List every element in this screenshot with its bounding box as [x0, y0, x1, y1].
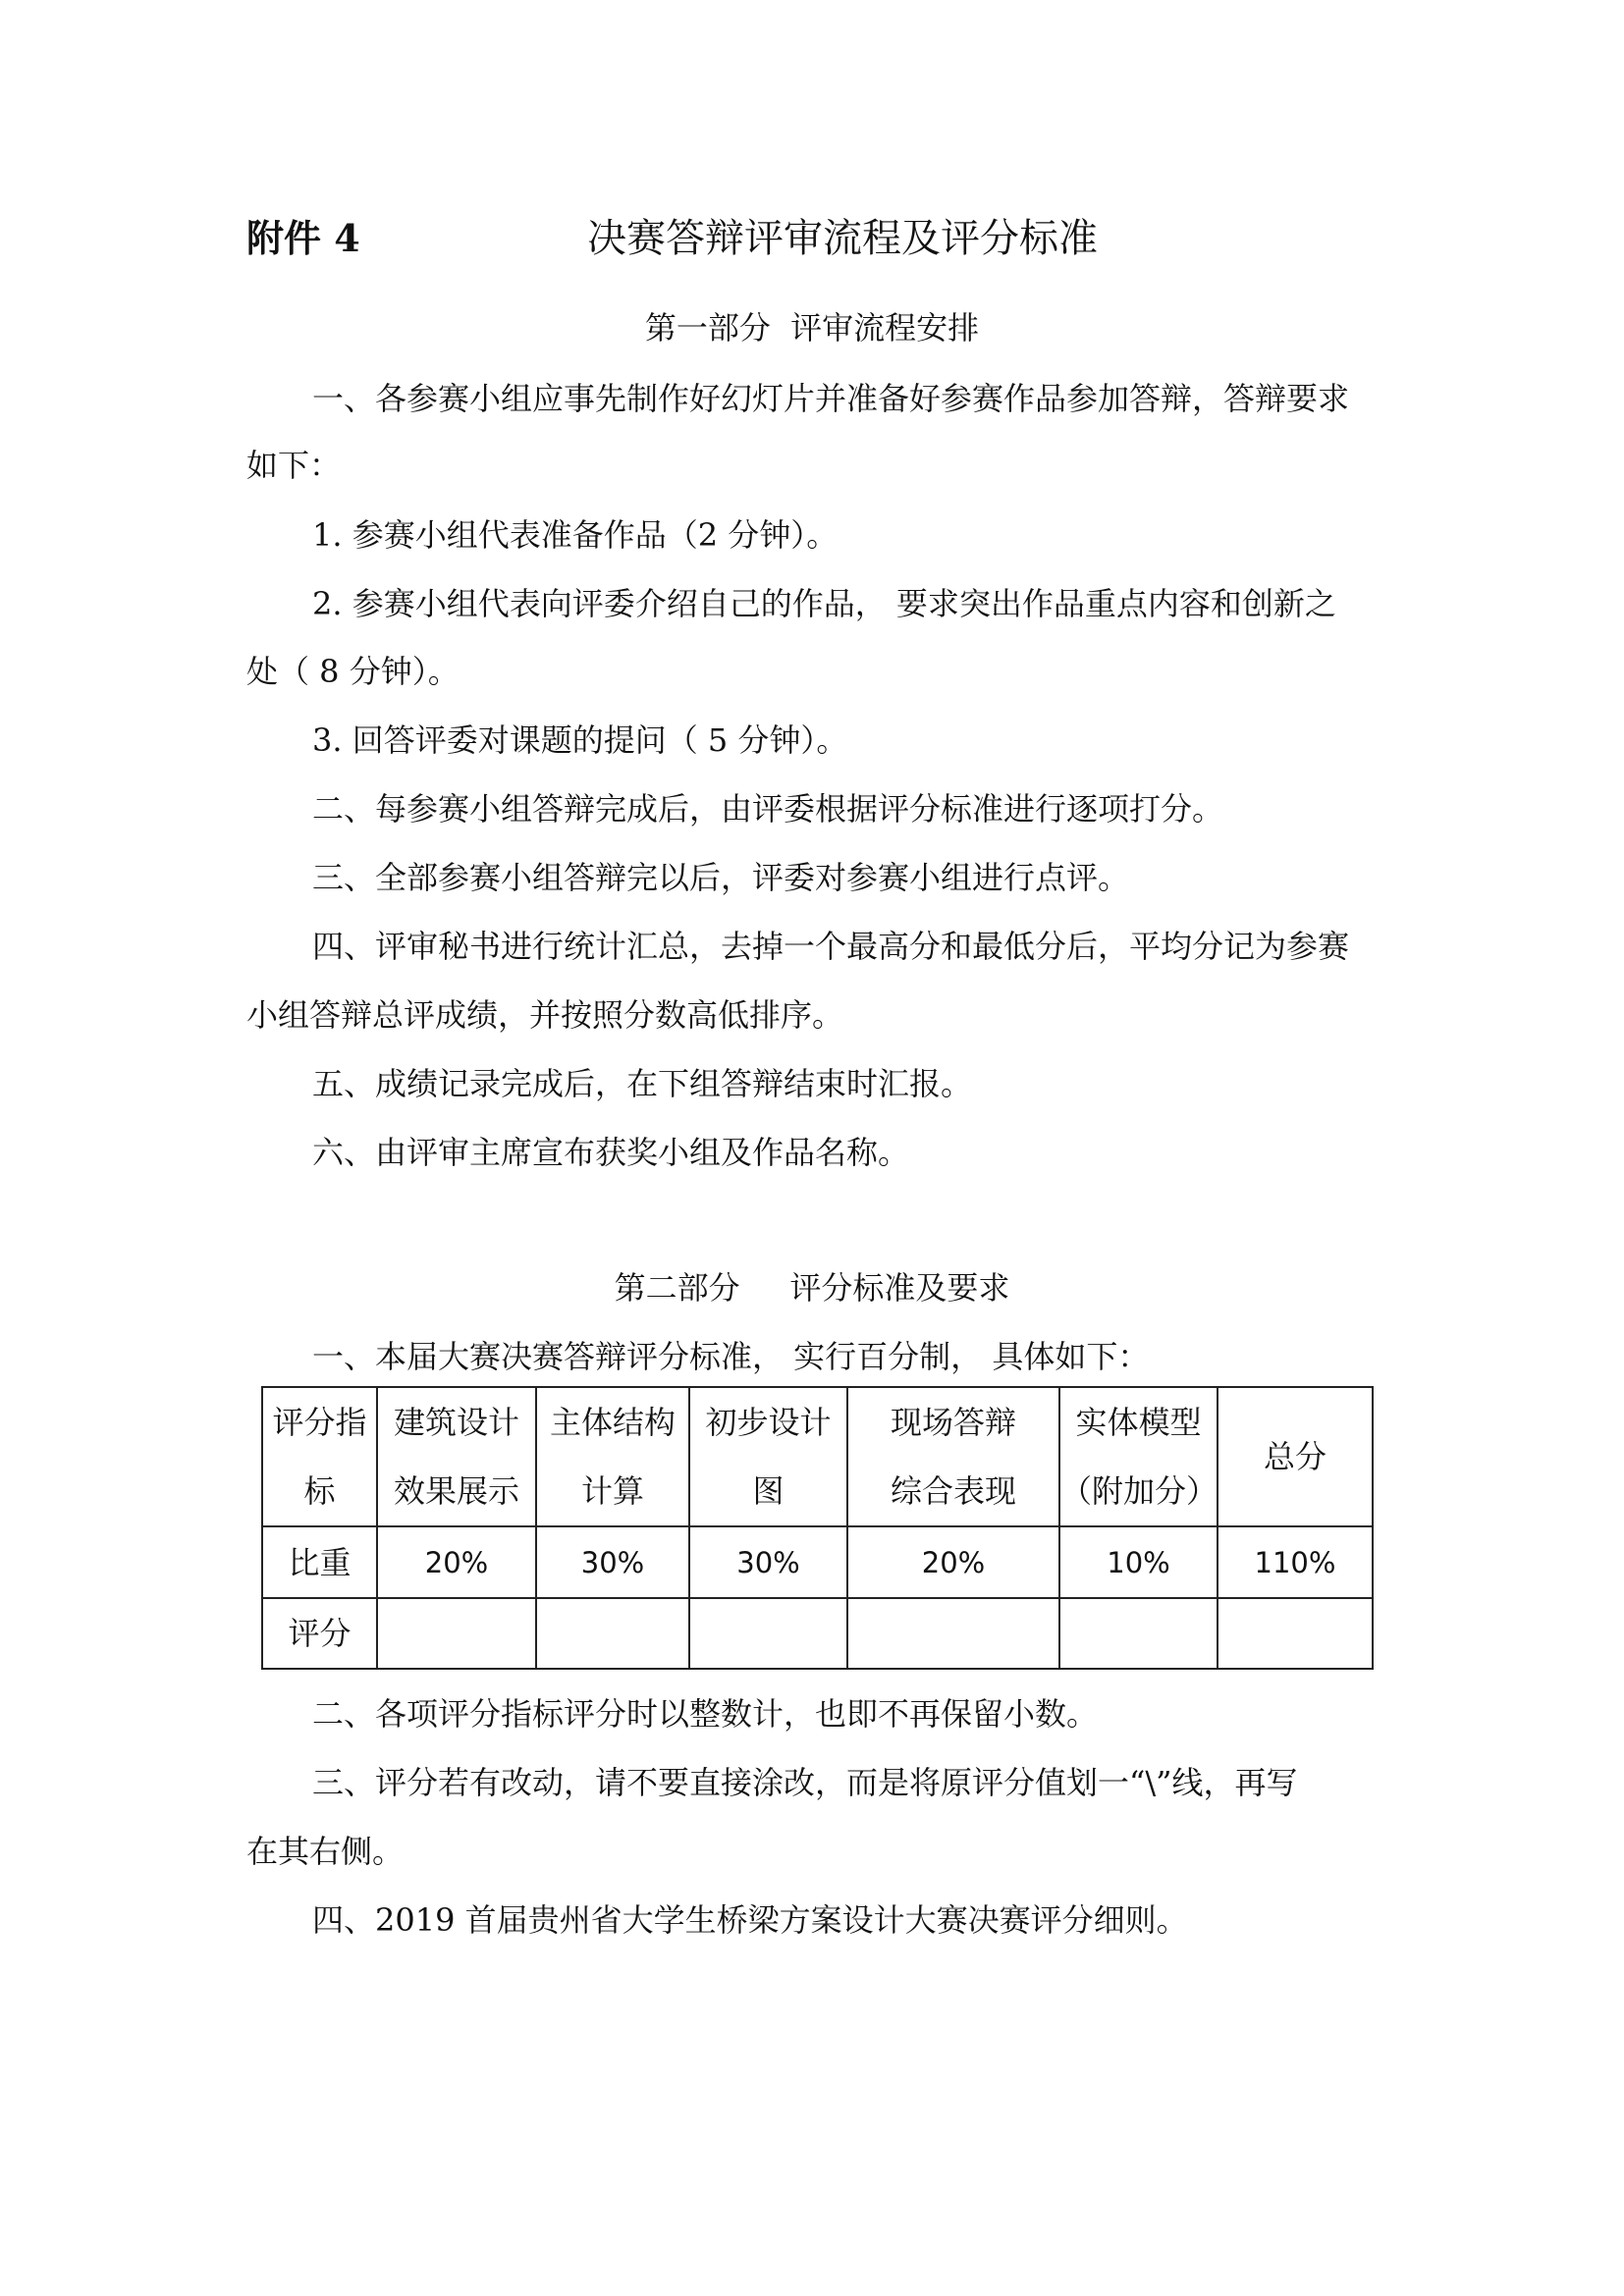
- table-cell: 20%: [847, 1526, 1059, 1598]
- table-header-cell: 评分指 标: [262, 1387, 377, 1526]
- table-cell: 110%: [1218, 1526, 1373, 1598]
- table-header-row: [262, 1387, 1373, 1526]
- table-header-cell: 初步设计 图: [689, 1387, 847, 1526]
- part1-paragraph-1-line-1: 一、各参赛小组应事先制作好幻灯片并准备好参赛作品参加答辩，答辩要求: [312, 380, 1350, 417]
- part1-item-1: 1. 参赛小组代表准备作品（2 分钟）。: [312, 516, 839, 554]
- table-header-cell: 现场答辩 综合表现: [847, 1387, 1059, 1526]
- part1-paragraph-4-line-1: 四、评审秘书进行统计汇总，去掉一个最高分和最低分后，平均分记为参赛: [312, 928, 1350, 965]
- table-cell-empty: [847, 1598, 1059, 1669]
- part1-item-3: 3. 回答评委对课题的提问（ 5 分钟）。: [312, 721, 848, 759]
- table-cell-empty: [377, 1598, 536, 1669]
- part1-paragraph-3: 三、全部参赛小组答辩完以后，评委对参赛小组进行点评。: [312, 859, 1130, 896]
- part2-title: 第二部分 评分标准及要求: [614, 1269, 1010, 1307]
- table-header-cell: 实体模型 （附加分）: [1059, 1387, 1218, 1526]
- table-cell: 30%: [689, 1526, 847, 1598]
- table-cell-empty: [689, 1598, 847, 1669]
- part2-paragraph-2: 二、各项评分指标评分时以整数计，也即不再保留小数。: [312, 1695, 1099, 1733]
- part1-item-2-line-2: 处（ 8 分钟）。: [246, 653, 460, 690]
- table-cell: 30%: [536, 1526, 689, 1598]
- table-cell: 比重: [262, 1526, 377, 1598]
- table-cell-empty: [1059, 1598, 1218, 1669]
- part2-paragraph-3-line-2: 在其右侧。: [246, 1833, 405, 1870]
- table-cell: 评分: [262, 1598, 377, 1669]
- part1-paragraph-6: 六、由评审主席宣布获奖小组及作品名称。: [312, 1134, 910, 1171]
- attachment-label: 附件 4: [246, 216, 360, 260]
- table-cell-empty: [536, 1598, 689, 1669]
- part2-paragraph-1: 一、本届大赛决赛答辩评分标准， 实行百分制， 具体如下：: [312, 1338, 1150, 1375]
- table-cell-empty: [1218, 1598, 1373, 1669]
- part1-paragraph-1-line-2: 如下：: [246, 447, 342, 484]
- part1-paragraph-4-line-2: 小组答辩总评成绩，并按照分数高低排序。: [246, 996, 844, 1034]
- table-cell: 20%: [377, 1526, 536, 1598]
- table-header-cell: 总分: [1218, 1387, 1373, 1526]
- part1-item-2-line-1: 2. 参赛小组代表向评委介绍自己的作品， 要求突出作品重点内容和创新之: [312, 585, 1336, 622]
- part1-paragraph-2: 二、每参赛小组答辩完成后，由评委根据评分标准进行逐项打分。: [312, 790, 1224, 828]
- table-row-score: [262, 1598, 1373, 1669]
- table-header-cell: 主体结构 计算: [536, 1387, 689, 1526]
- part1-title: 第一部分 评审流程安排: [644, 309, 980, 347]
- document-title: 决赛答辩评审流程及评分标准: [587, 216, 1098, 261]
- part2-paragraph-3-line-1: 三、评分若有改动，请不要直接涂改，而是将原评分值划一“\”线，再写: [312, 1764, 1298, 1801]
- part1-paragraph-5: 五、成绩记录完成后，在下组答辩结束时汇报。: [312, 1065, 973, 1102]
- table-header-cell: 建筑设计 效果展示: [377, 1387, 536, 1526]
- part2-paragraph-4: 四、2019 首届贵州省大学生桥梁方案设计大赛决赛评分细则。: [312, 1901, 1188, 1939]
- scoring-table: [261, 1386, 1374, 1670]
- table-row-weight: [262, 1526, 1373, 1598]
- table-cell: 10%: [1059, 1526, 1218, 1598]
